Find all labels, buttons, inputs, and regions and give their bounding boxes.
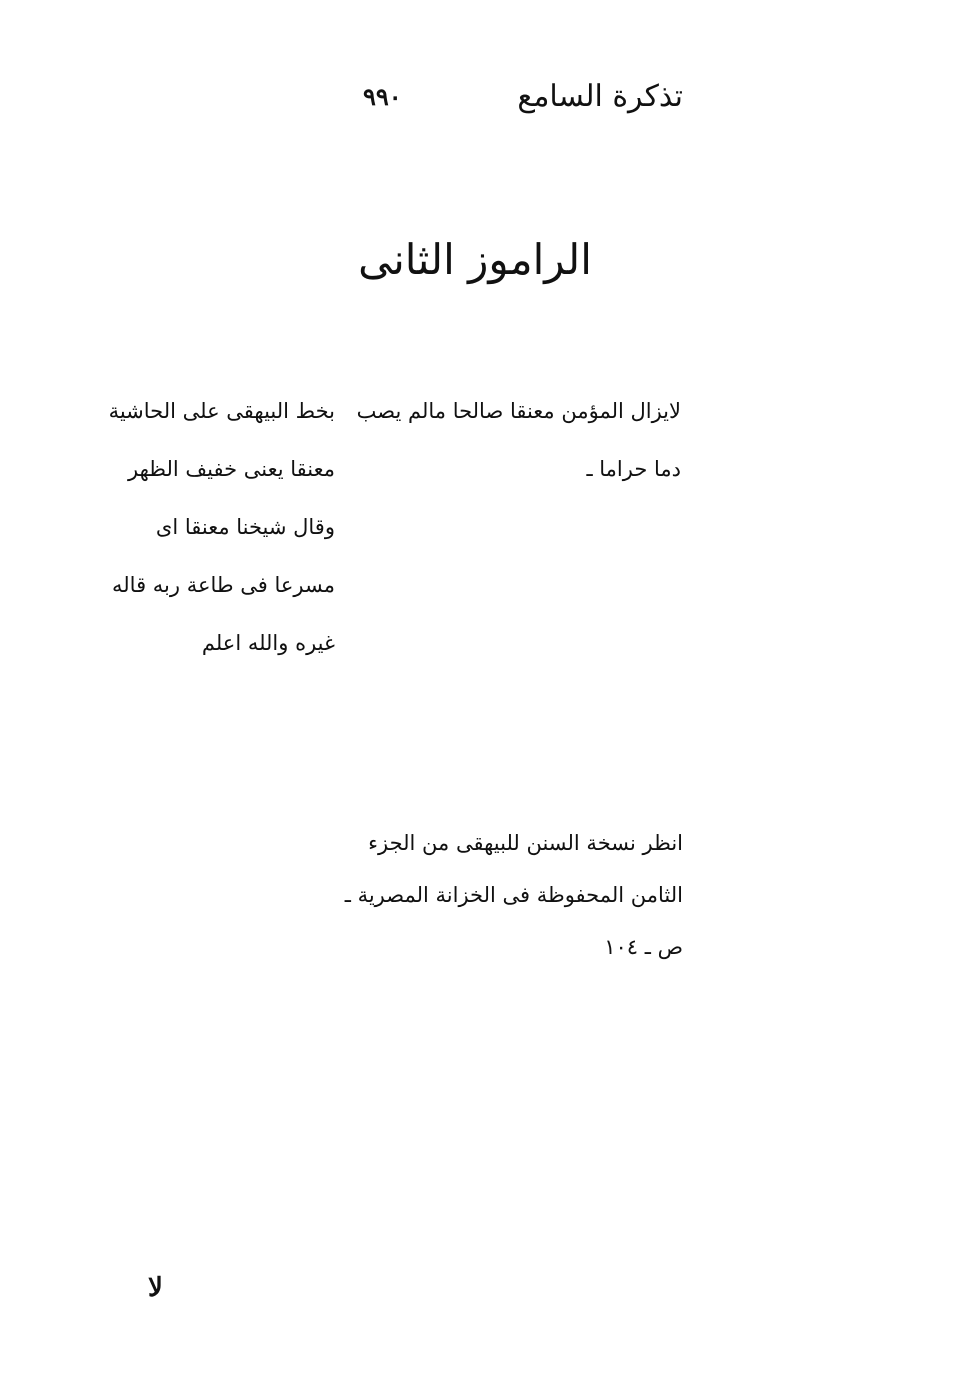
running-title: تذكرة السامع bbox=[517, 79, 683, 114]
gloss-line: وقال شيخنا معنقا اى bbox=[155, 515, 335, 539]
page-number: ۹۹۰ bbox=[363, 82, 402, 111]
gloss-line: معنقا يعنى خفيف الظهر bbox=[128, 457, 335, 481]
reference-line: الثامن المحفوظة فى الخزانة المصرية ـ bbox=[344, 883, 683, 907]
gloss-line: غيره والله اعلم bbox=[201, 631, 335, 655]
hadith-text bbox=[351, 388, 681, 504]
signature-mark: لا bbox=[148, 1273, 163, 1303]
hadith-line: دما حراما ـ bbox=[586, 457, 681, 481]
hadith-line: لايزال المؤمن معنقا صالحا مالم يصب bbox=[356, 399, 681, 423]
section-title: الراموز الثانی bbox=[358, 235, 592, 284]
reference-line: ص ـ ١٠٤ bbox=[604, 935, 683, 959]
margin-gloss bbox=[108, 388, 335, 678]
source-reference bbox=[344, 820, 683, 976]
gloss-line: بخط البيهقى على الحاشية bbox=[108, 399, 335, 423]
reference-line: انظر نسخة السنن للبيهقى من الجزء bbox=[368, 831, 683, 855]
gloss-line: مسرعا فى طاعة ربه قاله bbox=[112, 573, 335, 597]
running-head bbox=[363, 72, 683, 122]
